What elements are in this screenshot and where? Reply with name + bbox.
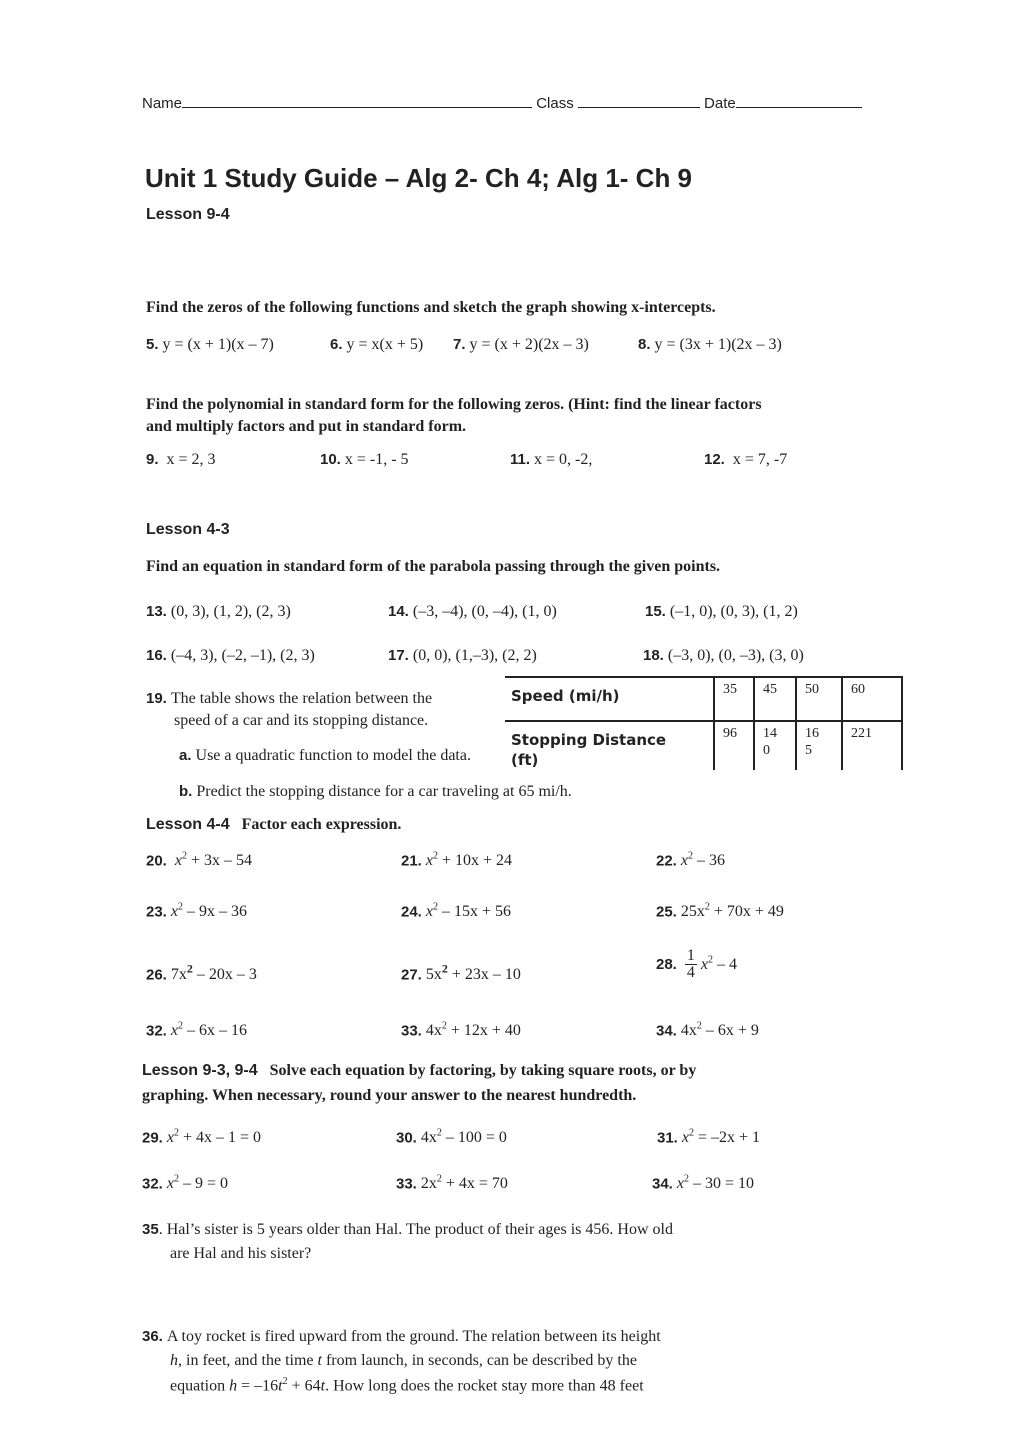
problem-11: 11. x = 0, -2, <box>510 451 593 468</box>
problem-34-factor: 34. $4x^2 - 6x + 9$ <box>656 1021 759 1040</box>
table-header-distance: Stopping Distance (ft) <box>505 721 714 770</box>
table-header-speed: Speed (mi/h) <box>505 677 714 721</box>
lesson-heading-9-3-row: Lesson 9-3, 9-4 Solve each equation by factoring, by taking square roots, or by <box>142 1062 697 1079</box>
problem-27: 27. $5x^2 + 23x - 10$ <box>401 962 521 984</box>
problem-18: 18. (–3, 0), (0, –3), (3, 0) <box>643 647 804 664</box>
problem-26: 26. $7x^2 - 20x - 3$ <box>146 962 257 984</box>
instruction-solve-2: graphing. When necessary, round your answer to the nearest hundredth. <box>142 1087 637 1104</box>
table-cell: 16 5 <box>796 721 842 770</box>
problem-17: 17. (0, 0), (1,–3), (2, 2) <box>388 647 537 664</box>
problem-21: 21. $x^2 + 10x + 24$ <box>401 851 513 870</box>
problem-12: 12. x = 7, -7 <box>704 451 788 468</box>
class-blank[interactable] <box>578 93 700 108</box>
problem-15: 15. (–1, 0), (0, 3), (1, 2) <box>645 603 798 620</box>
problem-22: 22. $x^2 - 36$ <box>656 851 725 870</box>
table-row-distance <box>505 721 902 770</box>
problem-13: 13. (0, 3), (1, 2), (2, 3) <box>146 603 291 620</box>
header-line <box>142 93 862 112</box>
problem-25: 25. $25x^2 + 70x + 49$ <box>656 902 784 921</box>
problem-6: 6. y = x(x + 5) <box>330 336 424 353</box>
problem-23: 23. $x^2 - 9x - 36$ <box>146 902 247 921</box>
problem-10: 10. x = -1, - 5 <box>320 451 409 468</box>
instruction-parabola: Find an equation in standard form of the parabola passing through the given points. <box>146 558 721 575</box>
table-cell: 60 <box>842 677 902 721</box>
table-cell: 14 0 <box>754 721 796 770</box>
problem-35-line1: 35. Hal’s sister is 5 years older than Hal. The product of their ages is 456. How old <box>142 1221 673 1238</box>
table-cell: 50 <box>796 677 842 721</box>
problem-36-line1: 36. A toy rocket is fired upward from the ground. The relation between its height <box>142 1328 661 1345</box>
problem-30: 30. $4x^2 - 100 = 0$ <box>396 1128 507 1147</box>
problem-19-line2: speed of a car and its stopping distance. <box>174 712 429 729</box>
instruction-zeros: Find the zeros of the following functions and sketch the graph showing x-intercepts. <box>146 299 716 316</box>
problem-29: 29. $x^2 + 4x - 1 = 0$ <box>142 1128 262 1147</box>
problem-14: 14. (–3, –4), (0, –4), (1, 0) <box>388 603 557 620</box>
problem-19-line1: 19. The table shows the relation between the <box>146 690 433 707</box>
class-label: Class <box>536 95 574 112</box>
lesson-heading-4-3: Lesson 4-3 <box>146 521 230 538</box>
speed-distance-table <box>505 676 903 770</box>
problem-36-line3: equation $h = -16t^2 + 64t$. How long does the rocket stay more than 48 feet <box>170 1376 644 1395</box>
problem-31: 31. $x^2 = -2x + 1$ <box>657 1128 761 1147</box>
problem-36-line2: h, in feet, and the time t from launch, in seconds, can be described by the <box>170 1352 637 1369</box>
table-cell: 96 <box>714 721 754 770</box>
table-cell: 45 <box>754 677 796 721</box>
name-label: Name <box>142 95 183 112</box>
problem-24: 24. $x^2 - 15x + 56$ <box>401 902 511 921</box>
problem-32-solve: 32. $x^2 - 9 = 0$ <box>142 1174 228 1193</box>
problem-5: 5. y = (x + 1)(x – 7) <box>146 336 274 353</box>
problem-28: 28. $\frac{1}{4}$ $x^2 - 4$ <box>656 947 737 981</box>
name-blank[interactable] <box>182 93 532 108</box>
problem-7: 7. y = (x + 2)(2x – 3) <box>453 336 589 353</box>
problem-33-factor: 33. $4x^2 + 12x + 40$ <box>401 1021 521 1040</box>
problem-34-solve: 34. $x^2 - 30 = 10$ <box>652 1174 754 1193</box>
lesson-heading-4-4-row: Lesson 4-4 Factor each expression. <box>146 816 402 833</box>
problem-20: 20. $x^2 + 3x - 54$ <box>146 851 252 870</box>
problem-33-solve: 33. $2x^2 + 4x = 70$ <box>396 1174 508 1193</box>
problem-19-part-b: b. Predict the stopping distance for a car traveling at 65 mi/h. <box>179 783 572 800</box>
problem-32-factor: 32. $x^2 - 6x - 16$ <box>146 1021 247 1040</box>
date-label: Date <box>704 95 736 112</box>
page-title: Unit 1 Study Guide – Alg 2- Ch 4; Alg 1- Ch 9 <box>145 163 693 193</box>
problem-9: 9. x = 2, 3 <box>146 451 216 468</box>
table-cell: 35 <box>714 677 754 721</box>
problem-8: 8. y = (3x + 1)(2x – 3) <box>638 336 782 353</box>
table-row-speed <box>505 677 902 721</box>
date-blank[interactable] <box>736 93 862 108</box>
lesson-heading-9-4: Lesson 9-4 <box>146 206 230 223</box>
problem-19-part-a: a. Use a quadratic function to model the data. <box>179 747 471 764</box>
table-cell: 221 <box>842 721 902 770</box>
problem-35-line2: are Hal and his sister? <box>170 1245 312 1262</box>
fraction-one-fourth: $\frac{1}{4}$ <box>686 947 695 981</box>
problem-16: 16. (–4, 3), (–2, –1), (2, 3) <box>146 647 315 664</box>
instruction-polynomial-1: Find the polynomial in standard form for the following zeros. (Hint: find the linear factors <box>146 396 762 413</box>
instruction-polynomial-2: and multiply factors and put in standard form. <box>146 418 467 435</box>
